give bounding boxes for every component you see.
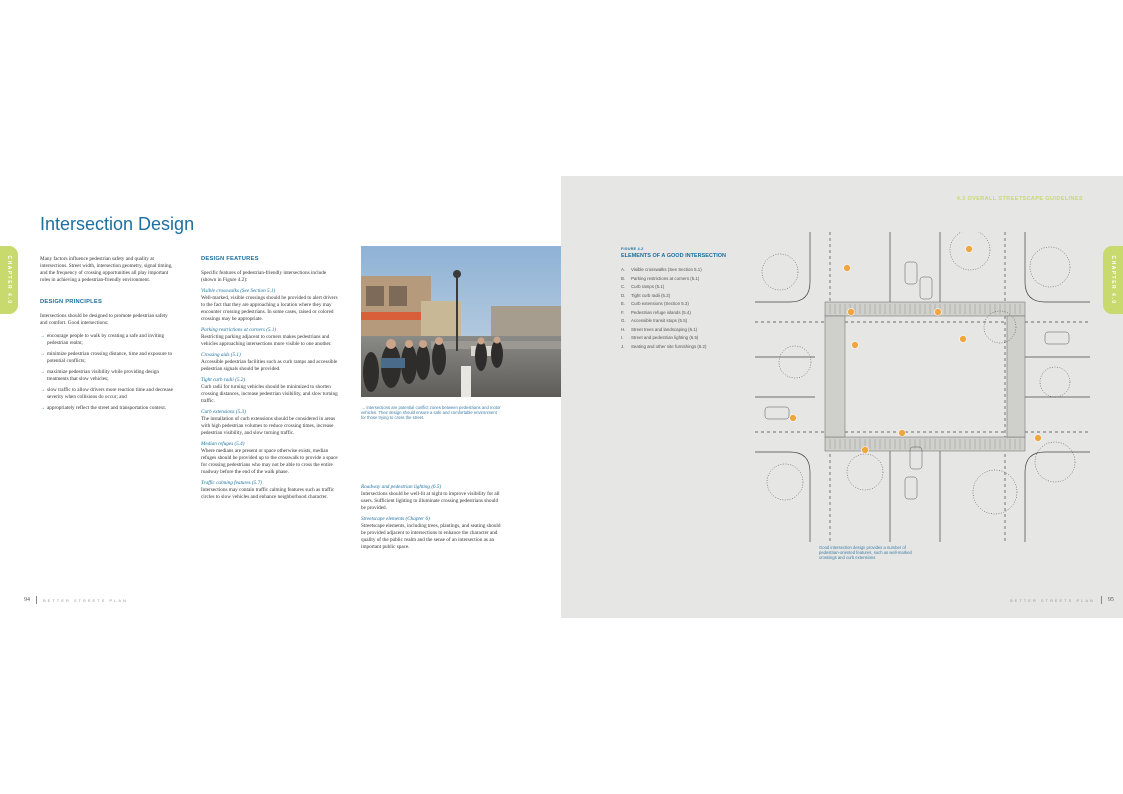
list-item: → slow traffic to allow drivers more reaction time and decrease severity when collisions do occur; and — [40, 387, 174, 401]
feature-title: Streetscape elements (Chapter 6) — [361, 516, 430, 522]
chapter-tab-right-label: CHAPTER 4.0 — [1110, 255, 1116, 305]
list-item: F. Pedestrian refuge islands (5.4) — [621, 309, 691, 315]
page-number-left: 94 — [24, 597, 30, 603]
chapter-tab-left — [0, 246, 18, 314]
principles-heading: DESIGN PRINCIPLES — [40, 299, 103, 305]
feature-title: Visible crosswalks (See Section 5.1) — [201, 288, 276, 294]
list-item: E. Curb extensions (Section 5.3) — [621, 301, 689, 306]
figure-caption: Good intersection design provides a number of pedestrian-oriented features, such as well-marked crossings and curb extensions — [819, 545, 912, 560]
feature-title: Curb extensions (5.3) — [201, 409, 246, 415]
figure-label: FIGURE 4.2 — [621, 247, 644, 251]
footer-publication-left: BETTER STREETS PLAN — [43, 597, 128, 603]
list-item: → maximize pedestrian visibility while providing design treatments that slow vehicles; — [40, 369, 174, 383]
list-item: A. Visible crosswalks (See Section 5.1) — [621, 267, 702, 272]
feature-title: Roadway and pedestrian lighting (6.5) — [361, 484, 442, 490]
photo-caption — [361, 405, 501, 420]
street-photo — [361, 246, 561, 397]
footer-divider — [1101, 596, 1102, 604]
list-item: D. Tight curb radii (5.2) — [621, 292, 671, 298]
feature-text: Restricting parking adjacent to corners makes pedestrians and vehicles approaching intersections more visible to one another. — [201, 334, 332, 347]
column-3 — [361, 484, 501, 551]
feature-text: Intersections should be well-lit at night to improve visibility for all users. Sufficient lighting to illuminate crossing pedestrians should be provided. — [361, 491, 500, 511]
feature-text: Curb radii for turning vehicles should be minimized to shorten crossing distances, increase pedestrian visibility, and slow turning traffic. — [201, 384, 338, 404]
feature-text: Intersections may contain traffic calming features such as traffic circles to slow vehicles and enhance neighborhood character. — [201, 487, 335, 500]
list-item: I. Street and pedestrian lighting (6.5) — [621, 335, 699, 340]
list-item: → appropriately reflect the street and transportation context. — [40, 405, 174, 412]
list-item: J. Seating and other site furnishings (6.2) — [621, 343, 707, 349]
feature-text: Where medians are present or space otherwise exists, median refuges should be provided up to the crosswalk to provide a space for crossing pedestrians who may not be able to cross the entire roadway before the end of the walk phase. — [201, 448, 338, 475]
list-item: G. Accessible transit stops (5.5) — [621, 318, 688, 323]
feature-title: Traffic calming features (5.7) — [201, 480, 262, 486]
figure-legend — [621, 247, 751, 351]
feature-title: Median refuges (5.4) — [201, 441, 245, 447]
column-1 — [40, 256, 174, 416]
features-intro: Specific features of pedestrian-friendly intersections include (shown in Figure 4.2): — [201, 270, 327, 283]
page-number-right: 95 — [1107, 597, 1114, 603]
page-title: Intersection Design — [40, 214, 195, 234]
list-item: → encourage people to walk by creating a safe and inviting pedestrian realm; — [40, 333, 174, 347]
caption-arrow-icon: → — [361, 405, 367, 410]
principles-intro: Intersections should be designed to promote pedestrian safety and comfort. Good intersections: — [40, 313, 168, 326]
footer-left — [24, 596, 128, 604]
list-item: C. Curb ramps (5.1) — [621, 284, 665, 289]
chapter-tab-left-label: CHAPTER 4.0 — [6, 255, 12, 305]
feature-title: Crossing aids (5.1) — [201, 352, 241, 358]
list-item: B. Parking restrictions at corners (5.1) — [621, 275, 700, 281]
footer-divider — [36, 596, 37, 604]
feature-title: Parking restrictions at corners (5.1) — [201, 327, 277, 333]
list-item: H. Street trees and landscaping (6.1) — [621, 326, 698, 332]
footer-right — [1010, 596, 1114, 604]
chapter-tab-right — [1103, 246, 1123, 314]
footer-publication-right: BETTER STREETS PLAN — [1010, 597, 1095, 603]
figure-element-list — [621, 266, 751, 351]
features-heading: DESIGN FEATURES — [201, 256, 259, 262]
feature-text: Accessible pedestrian facilities such as curb ramps and accessible pedestrian signals should be provided. — [201, 359, 338, 372]
feature-title: Tight curb radii (5.2) — [201, 377, 246, 383]
list-item: → minimize pedestrian crossing distance, time and exposure to potential conflicts; — [40, 351, 174, 365]
column-2 — [201, 256, 338, 501]
feature-text: Streetscape elements, including trees, plantings, and seating should be provided adjacent to intersections to enhance the character and quality of the public realm and the sense of an intersection as an important public space. — [361, 523, 501, 550]
feature-text: Well-marked, visible crossings should be provided to alert drivers to the fact that they are approaching a location where they may encounter crossing pedestrians. In some cases, raised or colored crossings may be appropriate. — [201, 295, 338, 322]
intro-paragraph: Many factors influence pedestrian safety and quality at intersections. Street width, intersection geometry, signal timing, and the frequency of crossing opportunities all play important roles in achieving a pedestrian-friendly environment. — [40, 256, 173, 283]
photo-caption-text: Intersections are potential conflict zones between pedestrians and motor vehicles. Their design should ensure a safe and comfortable environment for those trying to cross the street. — [361, 405, 501, 420]
figure-title: ELEMENTS OF A GOOD INTERSECTION — [621, 253, 727, 259]
intersection-plan-drawing — [755, 232, 1090, 542]
principles-list — [40, 333, 174, 412]
feature-text: The installation of curb extensions should be considered in areas with high pedestrian volumes to reduce crossing times, increase pedestrian visibility, and slow turning traffic. — [201, 416, 336, 436]
section-header: 4.3 OVERALL STREETSCAPE GUIDELINES — [956, 196, 1083, 202]
